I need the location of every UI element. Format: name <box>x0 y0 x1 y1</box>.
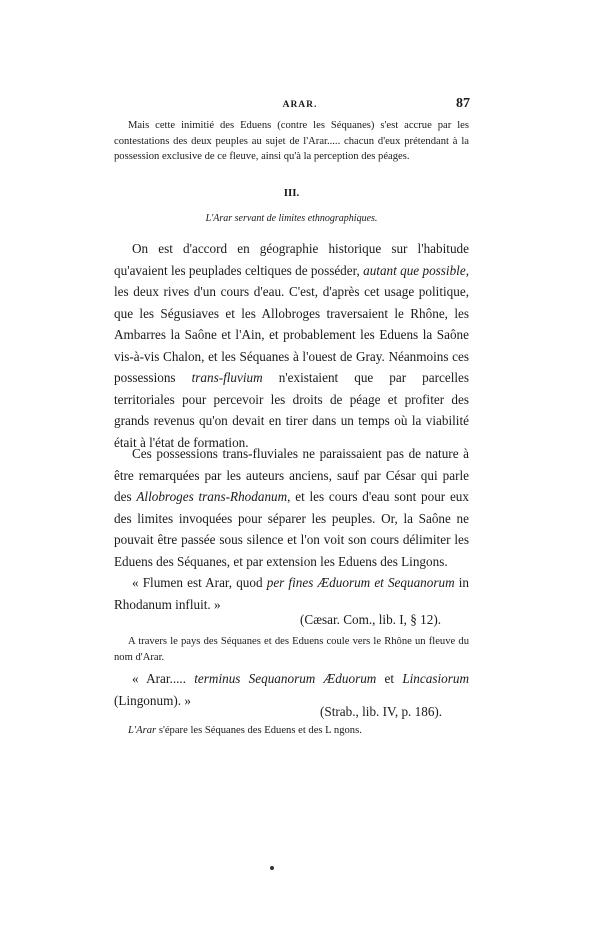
translation-2-text: s'épare les Séquanes des Eduens et des L ngons. <box>158 725 362 736</box>
quote-2-emphasis-a: terminus Sequanorum Æduorum <box>194 671 377 686</box>
paragraph-1-emphasis-a: autant que possible <box>363 262 466 278</box>
paragraph-2-text-a: Ces possessions trans-fluviales ne paraissaient pas de nature à être remarquées par les auteurs anciens, sauf par César qui parle des <box>114 446 469 504</box>
paragraph-1-text-b: , les deux rives d'un cours d'eau. C'est, d'après cet usage politique, que les Ségusiaves et les Allobroges traversaient le Rhône, les Ambarres la Saône et l'Ain, et probablement les Eduens la Saône vis-à-vis Chalon, et les Séquanes à l'ouest de Gray. Néanmoins ces possessions <box>114 262 469 385</box>
quote-2-text-a: « Arar..... <box>132 671 187 686</box>
quote-2-text-c: (Lingonum). » <box>114 692 191 708</box>
quote-2-text-b: et <box>384 671 395 686</box>
paragraph-2-emphasis-a: Allobroges trans-Rhodanum <box>136 489 288 504</box>
quote-1-citation: (Cæsar. Com., lib. I, § 12). <box>300 612 442 627</box>
page-number: 87 <box>456 96 470 111</box>
quote-1-emphasis: per fines Æduorum et Sequanorum <box>266 575 455 590</box>
section-numeral: III. <box>283 187 300 199</box>
quote-2-citation: (Strab., lib. IV, p. 186). <box>320 704 443 719</box>
paragraph-1-emphasis-b: trans-fluvium <box>191 370 263 385</box>
translation-2 <box>128 725 362 736</box>
translation-2-emphasis: L'Arar <box>128 725 157 736</box>
running-title: ARAR. <box>282 100 318 110</box>
print-speck <box>270 866 274 870</box>
paragraph-2 <box>114 443 469 572</box>
latin-quote-1 <box>114 572 469 615</box>
translation-1: A travers le pays des Séquanes et des Eduens coule vers le Rhône un fleuve du nom d'Arar. <box>114 636 469 663</box>
paragraph-1-text-a: On est d'accord en géographie historique sur l'habitude qu'avaient les peuplades celtiques de posséder, <box>114 241 469 278</box>
quote-1-text-a: « Flumen est Arar, quod <box>132 575 263 590</box>
paragraph-1-text-c: n'existaient que par parcelles territoriales pour percevoir les droits de péage et profiter des grands revenus qu'on devait en tirer dans un temps où la viabilité était à l'état de formation. <box>114 370 470 450</box>
paragraph-1 <box>114 238 469 453</box>
paragraph-2-text-b: , et les cours d'eau sont pour eux des limites invoquées pour séparer les peuples. Or, la Saône ne pouvait être passée sous silence et l'on voit son cours délimiter les Eduens des Séquanes, et par extension les Eduens des Lingons. <box>114 489 469 569</box>
intro-paragraph: Mais cette inimitié des Eduens (contre les Séquanes) s'est accrue par les contestations des deux peuples au sujet de l'Arar..... chacun d'eux prétendant à la possession exclusive de ce fleuve, ainsi qu'à la perception des péages. <box>114 120 469 162</box>
section-title: L'Arar servant de limites ethnographiques. <box>205 213 378 224</box>
quote-2-emphasis-b: Lincasiorum <box>402 671 469 686</box>
quote-1-text-b: in Rhodanum influit. » <box>114 575 470 612</box>
running-head <box>130 96 470 111</box>
